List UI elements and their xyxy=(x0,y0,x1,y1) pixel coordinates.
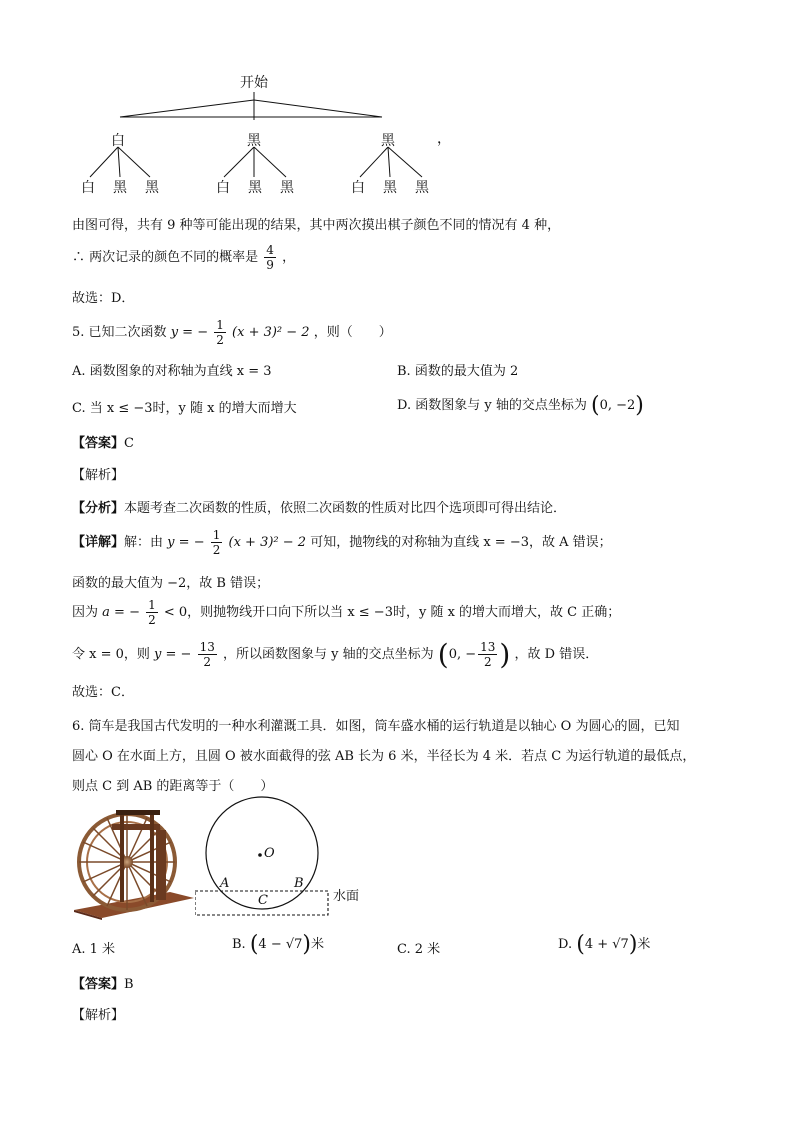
circle-figure xyxy=(195,795,375,925)
prob-den: 9 xyxy=(266,258,274,272)
q6-option-c: C. 2 米 xyxy=(397,942,441,957)
q5-detail-4a: 令 x = 0，则 xyxy=(72,647,150,662)
tree-l2-node: 黑 xyxy=(248,180,262,196)
tree-l1-node: 黑 xyxy=(247,133,261,149)
label-o: O xyxy=(264,846,275,861)
q6-line-2: 圆心 O 在水面上方，且圆 O 被水面截得的弦 AB 长为 6 米，半径长为 4 米．若点 C 为运行轨道的最低点， xyxy=(72,749,696,764)
q5-detail-4c-num: 13 xyxy=(480,640,496,654)
label-a: A xyxy=(220,876,230,891)
q6-option-d-inner: 4 + √7 xyxy=(584,937,629,952)
q5-answer-tag: 【答案】 xyxy=(72,436,125,451)
prob-num: 4 xyxy=(266,243,274,257)
q5-detail-4-fraction xyxy=(198,640,217,669)
tree-l2-node: 白 xyxy=(81,180,95,196)
q5-option-d-coord: 0, −2 xyxy=(599,398,636,413)
q5-stem-prefix: 5. 已知二次函数 xyxy=(72,325,167,340)
q5-detail-3b: < 0，则抛物线开口向下所以当 x ≤ −3时，y 随 x 的增大而增大，故 C 正确； xyxy=(163,605,621,620)
q5-option-b: B. 函数的最大值为 2 xyxy=(397,364,519,379)
q5-stem xyxy=(72,318,392,347)
q5-detail-4b: ，所以函数图象与 y 轴的交点坐标为 xyxy=(223,647,434,662)
q5-analysis-tag: 【解析】 xyxy=(72,468,125,483)
q5-stem-suffix: ，则（ ） xyxy=(313,325,392,340)
prob-suffix: ， xyxy=(282,250,296,265)
result-line: 由图可得，共有 9 种等可能出现的结果，其中两次摸出棋子颜色不同的情况有 4 种， xyxy=(72,218,561,233)
q5-frac-den: 2 xyxy=(216,333,224,347)
tree-l1-node: 黑 xyxy=(381,133,395,149)
q5-answer-line xyxy=(72,432,134,451)
q5-answer: C xyxy=(124,436,134,451)
q5-frac-num: 1 xyxy=(216,318,224,332)
q5-detail-3-fraction xyxy=(146,598,158,627)
q5-detail-4c-prefix: 0, − xyxy=(448,647,477,662)
q5-option-a: A. 函数图象的对称轴为直线 x = 3 xyxy=(72,364,272,379)
tree-l2-node: 黑 xyxy=(280,180,294,196)
q5-detail-3eq: a = − xyxy=(102,605,140,620)
tree-l2-node: 黑 xyxy=(415,180,429,196)
q5-detail-4c-den: 2 xyxy=(483,655,492,669)
q6-answer-tag: 【答案】 xyxy=(72,977,125,992)
q5-stem-eq: = − xyxy=(178,325,209,340)
q6-option-a: A. 1 米 xyxy=(72,942,116,957)
q5-stem-y: y xyxy=(170,325,179,340)
q6-answer-line xyxy=(72,973,134,992)
water-wheel-image xyxy=(72,802,197,920)
q5-detail-3num: 1 xyxy=(148,598,156,612)
q5-detail-1b: 可知，抛物线的对称轴为直线 x = −3，故 A 错误； xyxy=(310,535,612,550)
q5-fenxi-line xyxy=(72,497,566,516)
q5-detail-4: 令 x = 0，则 y = − $\frac{13}{2}$ ，所以函数图象与 y 轴的交点坐标为 (0, − $\frac{13}{2}$ ) ，故 D 错误． xyxy=(72,638,599,671)
q5-detail-1den: 2 xyxy=(212,543,221,557)
label-water: 水面 xyxy=(333,889,360,904)
q6-option-d: D. (4 + √7)米 xyxy=(558,932,651,957)
choose-d: 故选：D． xyxy=(72,291,135,306)
q5-stem-expr: (x + 3)² − 2 xyxy=(232,325,310,340)
tree-l2-node: 黑 xyxy=(383,180,397,196)
q5-fenxi-tag: 【分析】 xyxy=(72,501,125,516)
tree-lines xyxy=(0,0,794,200)
q5-detail-4c-fraction xyxy=(478,640,497,669)
q6-option-b-suffix: 米 xyxy=(311,937,325,952)
q5-detail-1 xyxy=(72,528,612,557)
prob-fraction xyxy=(264,243,276,272)
q5-detail-1-fraction xyxy=(211,528,223,557)
tree-l2-node: 黑 xyxy=(145,180,159,196)
tree-l2-node: 黑 xyxy=(113,180,127,196)
label-b: B xyxy=(294,876,304,891)
q5-stem-fraction xyxy=(214,318,226,347)
q5-detail-4den: 2 xyxy=(203,655,212,669)
tree-root: 开始 xyxy=(240,75,268,91)
q6-answer: B xyxy=(124,977,134,992)
q6-option-b-prefix: B. xyxy=(232,937,246,952)
q5-detail-1expr: (x + 3)² − 2 xyxy=(228,535,307,550)
q5-detail-tag: 【详解】 xyxy=(72,535,125,550)
q6-line-1: 6. 筒车是我国古代发明的一种水利灌溉工具．如图，筒车盛水桶的运行轨道是以轴心 O 为圆心的圆，已知 xyxy=(72,719,680,734)
prob-prefix: ∴ 两次记录的颜色不同的概率是 xyxy=(72,250,259,265)
q5-detail-4eq: y = − xyxy=(154,647,192,662)
q5-detail-1a: 解：由 xyxy=(124,535,164,550)
q6-option-b-inner: 4 − √7 xyxy=(258,937,303,952)
q5-detail-3a: 因为 xyxy=(72,605,99,620)
q5-detail-1num: 1 xyxy=(212,528,221,542)
q5-detail-4d: ，故 D 错误． xyxy=(514,647,599,662)
q5-option-d: D. 函数图象与 y 轴的交点坐标为 (0, −2) xyxy=(397,393,644,418)
tree-l2-node: 白 xyxy=(351,180,365,196)
q6-option-b: B. (4 − √7)米 xyxy=(232,932,325,957)
q6-line-3: 则点 C 到 AB 的距离等于（ ） xyxy=(72,779,274,794)
q5-detail-3 xyxy=(72,598,620,627)
probability-line xyxy=(72,243,295,272)
label-c: C xyxy=(258,893,268,908)
tree-comma: ， xyxy=(437,131,451,147)
q5-choose: 故选：C． xyxy=(72,685,134,700)
q6-analysis-tag: 【解析】 xyxy=(72,1008,125,1023)
q6-option-d-suffix: 米 xyxy=(637,937,651,952)
center-point xyxy=(258,853,262,857)
q5-detail-2: 函数的最大值为 −2，故 B 错误； xyxy=(72,576,270,591)
q5-option-c: C. 当 x ≤ −3时，y 随 x 的增大而增大 xyxy=(72,401,297,416)
q5-detail-1y: y xyxy=(167,535,175,550)
q5-detail-4num: 13 xyxy=(199,640,215,654)
q5-detail-3den: 2 xyxy=(148,613,156,627)
tree-l2-node: 白 xyxy=(216,180,230,196)
q5-fenxi: 本题考查二次函数的性质，依照二次函数的性质对比四个选项即可得出结论． xyxy=(124,501,567,516)
tree-l1-node: 白 xyxy=(111,133,125,149)
q5-detail-1eq: = − xyxy=(174,535,205,550)
q5-option-d-prefix: D. 函数图象与 y 轴的交点坐标为 xyxy=(397,398,587,413)
q6-option-d-prefix: D. xyxy=(558,937,573,952)
